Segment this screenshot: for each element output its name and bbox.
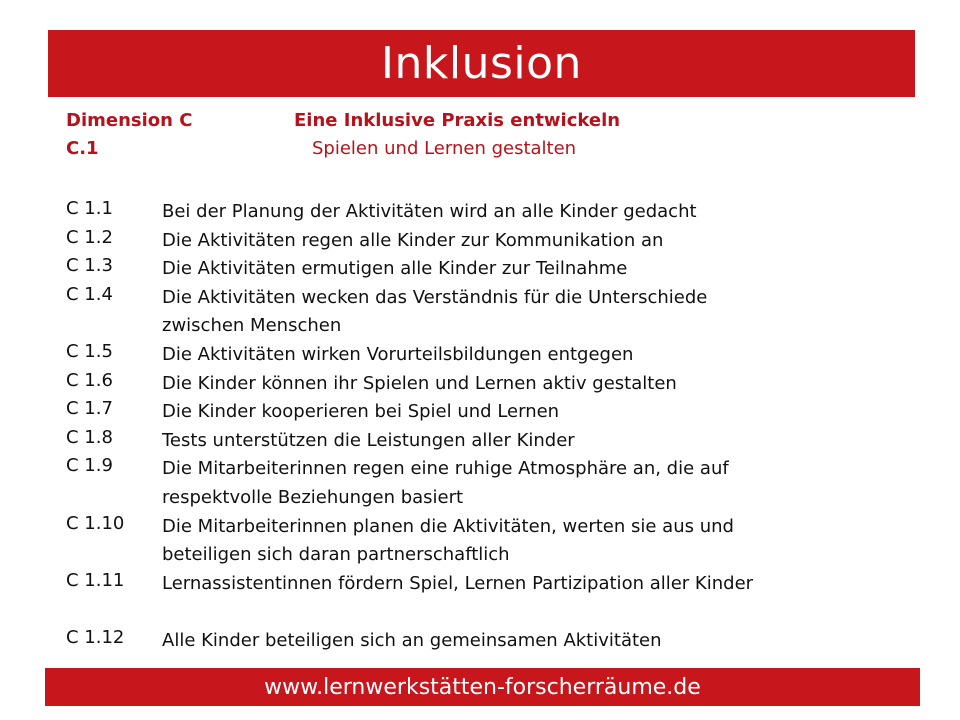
- list-item: [66, 227, 926, 256]
- item-code: C 1.2: [66, 226, 113, 248]
- item-text: Die Mitarbeiterinnen planen die Aktivitäten, werten sie aus und beteiligen sich daran partnerschaftlich: [162, 515, 734, 566]
- item-code: C 1.3: [66, 255, 113, 277]
- list-item: [66, 455, 926, 512]
- dimension-title: Eine Inklusive Praxis entwickeln: [294, 110, 621, 131]
- item-text: Die Aktivitäten wecken das Verständnis für die Unterschiede zwischen Menschen: [162, 286, 708, 337]
- list-item: [66, 427, 926, 456]
- item-code: C 1.12: [66, 626, 125, 648]
- footer-banner: [45, 668, 920, 706]
- item-text: Die Aktivitäten ermutigen alle Kinder zur Teilnahme: [162, 258, 628, 280]
- section-header: [66, 138, 926, 166]
- dimension-code: Dimension C: [66, 110, 193, 131]
- item-text: Alle Kinder beteiligen sich an gemeinsamen Aktivitäten: [162, 629, 662, 651]
- item-code: C 1.6: [66, 369, 113, 391]
- list-item: [66, 198, 926, 227]
- dimension-header: [66, 110, 926, 138]
- item-code: C 1.9: [66, 455, 113, 477]
- list-item: [66, 627, 926, 656]
- list-item: [66, 341, 926, 370]
- item-text: Die Kinder kooperieren bei Spiel und Lernen: [162, 401, 560, 423]
- item-code: C 1.4: [66, 283, 113, 305]
- item-text: Die Kinder können ihr Spielen und Lernen aktiv gestalten: [162, 372, 677, 394]
- item-code: C 1.11: [66, 569, 125, 591]
- list-item: [66, 370, 926, 399]
- list-item: [66, 513, 926, 570]
- item-text: Lernassistentinnen fördern Spiel, Lernen Partizipation aller Kinder: [162, 572, 754, 594]
- item-text: Die Aktivitäten regen alle Kinder zur Kommunikation an: [162, 229, 664, 251]
- section-code: C.1: [66, 138, 99, 159]
- item-code: C 1.10: [66, 512, 125, 534]
- item-text: Die Mitarbeiterinnen regen eine ruhige Atmosphäre an, die auf respektvolle Beziehungen basiert: [162, 458, 729, 508]
- item-code: C 1.8: [66, 426, 113, 448]
- item-text: Die Aktivitäten wirken Vorurteilsbildungen entgegen: [162, 343, 634, 365]
- list-item: [66, 255, 926, 284]
- title-banner: [48, 30, 915, 97]
- section-title: Spielen und Lernen gestalten: [312, 138, 577, 159]
- item-code: C 1.7: [66, 398, 113, 420]
- list-item: [66, 570, 926, 627]
- content-area: [66, 110, 926, 656]
- list-item: [66, 398, 926, 427]
- list-item: [66, 284, 926, 341]
- item-code: C 1.5: [66, 340, 113, 362]
- item-text: Tests unterstützen die Leistungen aller Kinder: [162, 429, 575, 451]
- footer-website: www.lernwerkstätten-forscherräume.de: [264, 674, 701, 700]
- page-title: Inklusion: [381, 38, 582, 89]
- item-text: Bei der Planung der Aktivitäten wird an alle Kinder gedacht: [162, 201, 697, 222]
- item-code: C 1.1: [66, 198, 113, 219]
